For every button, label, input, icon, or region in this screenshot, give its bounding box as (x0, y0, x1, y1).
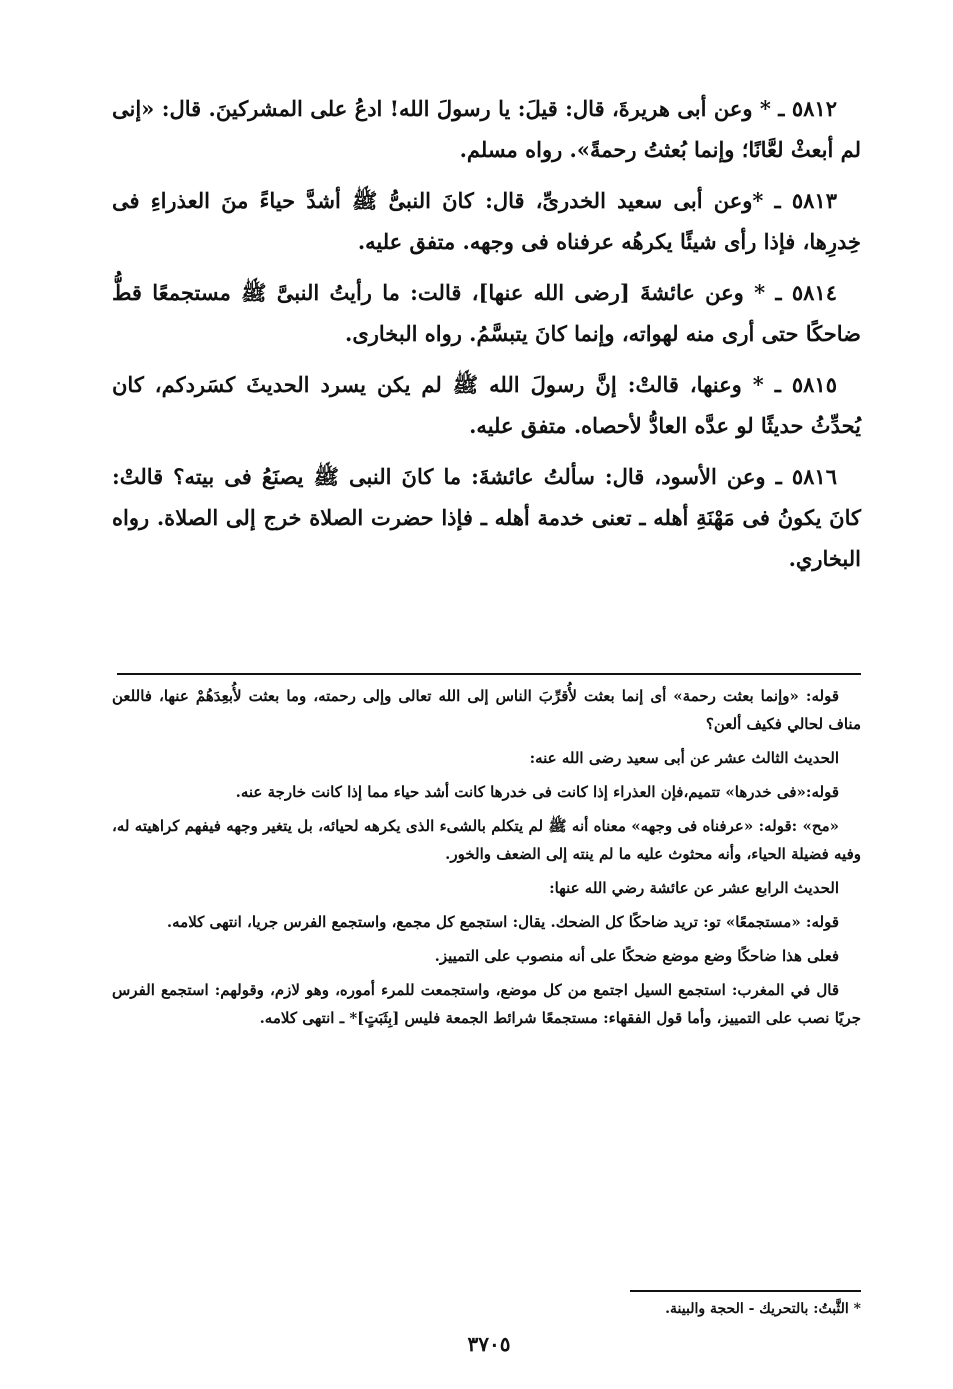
hadith-5814-text: ٥٨١٤ ـ * وعن عائشةَ [رضى الله عنها]، قالت: ما رأيتُ النبىَّ ﷺ مستجمعًا قطُّ ضاحكًا حتى أرى منه لهواته، وإنما كانَ يتبسَّمُ. رواه البخارى. (112, 280, 861, 346)
commentary-note (112, 778, 861, 806)
commentary-note (112, 976, 861, 1032)
commentary-heading (112, 874, 861, 902)
commentary-note (112, 812, 861, 868)
commentary-note (112, 942, 861, 970)
hadith-5812 (112, 88, 861, 170)
hadith-5813 (112, 180, 861, 262)
page-number: ٣٧٠٥ (467, 1332, 511, 1356)
footnote-divider (630, 1290, 861, 1292)
commentary-note-text: قوله:«فى خدرها» تتميم،فإن العذراء إذا كانت فى خدرها كانت أشد حياء مما إذا كانت خارجة عنه. (235, 783, 839, 801)
commentary-divider (117, 673, 861, 675)
hadith-5812-text: ٥٨١٢ ـ * وعن أبى هريرةَ، قال: قيلَ: يا رسولَ الله! ادعُ على المشركينَ. قال: «إنى لم أبعثْ لعَّانًا؛ وإنما بُعثتُ رحمةً». رواه مسلم. (112, 96, 861, 162)
hadith-5816-text: ٥٨١٦ ـ وعن الأسود، قال: سألتُ عائشةَ: ما كانَ النبى ﷺ يصنَعُ فى بيته؟ قالتْ: كانَ يكونُ فى مَهْنَةِ أهله ـ تعنى خدمة أهله ـ فإذا حضرت الصلاة خرج إلى الصلاة. رواه البخاري. (112, 464, 861, 571)
commentary-note-text: قوله: «مستجمعًا» تو: تريد ضاحكًا كل الضحك. يقال: استجمع كل مجمع، واستجمع الفرس جريا، انتهى كلامه. (166, 913, 839, 931)
hadith-5813-text: ٥٨١٣ ـ *وعن أبى سعيد الخدرىِّ، قال: كانَ النبىُّ ﷺ أشدَّ حياءً منَ العذراءِ فى خِدرِها، فإذا رأى شيئًا يكرهُه عرفناه فى وجهه. متفق عليه. (112, 188, 861, 254)
hadith-5815-text: ٥٨١٥ ـ * وعنها، قالتْ: إنَّ رسولَ الله ﷺ لم يكن يسرد الحديثَ كسَردكم، كان يُحدِّثُ حديثًا لو عدَّه العادُّ لأحصاه. متفق عليه. (112, 372, 861, 438)
hadith-5814 (112, 272, 861, 354)
commentary-note-text: قوله: «وإنما بعثت رحمة» أى إنما بعثت لأُقرِّبَ الناس إلى الله تعالى وإلى رحمته، وما بعثت لأُبعِدَهُمْ عنها، فاللعن مناف لحالي فكيف ألعن؟ (112, 687, 861, 733)
hadith-5816 (112, 456, 861, 579)
commentary-block (112, 682, 861, 1038)
commentary-note-text: «مح» :قوله: «عرفناه فى وجهه» معناه أنه ﷺ لم يتكلم بالشىء الذى يكرهه لحيائه، بل يتغير وجهه فيفهم كراهيته له، وفيه فضيلة الحياء، وأنه محثوث عليه ما لم ينته إلى الضعف والخور. (112, 817, 861, 863)
footnote: * الثَّبتُ: بالتحريك - الحجة والبينة. (665, 1301, 861, 1317)
commentary-note-text: فعلى هذا ضاحكًا وضع موضع ضحكًا على أنه منصوب على التمييز. (434, 947, 839, 965)
commentary-note (112, 908, 861, 936)
commentary-heading-text: الحديث الثالث عشر عن أبى سعيد رضى الله عنه: (529, 749, 839, 767)
hadith-text-block (112, 88, 861, 589)
commentary-heading-text: الحديث الرابع عشر عن عائشة رضي الله عنها: (549, 879, 839, 897)
hadith-5815 (112, 364, 861, 446)
commentary-heading (112, 744, 861, 772)
commentary-note-text: قال في المغرب: استجمع السيل اجتمع من كل موضع، واستجمعت للمرء أموره، وهو لازم، وقولهم: استجمع الفرس جريًا نصب على التمييز، وأما قول الفقهاء: مستجمعًا شرائط الجمعة فليس [بِثَبَتٍ]* ـ انتهى كلامه. (112, 981, 861, 1027)
commentary-note (112, 682, 861, 738)
